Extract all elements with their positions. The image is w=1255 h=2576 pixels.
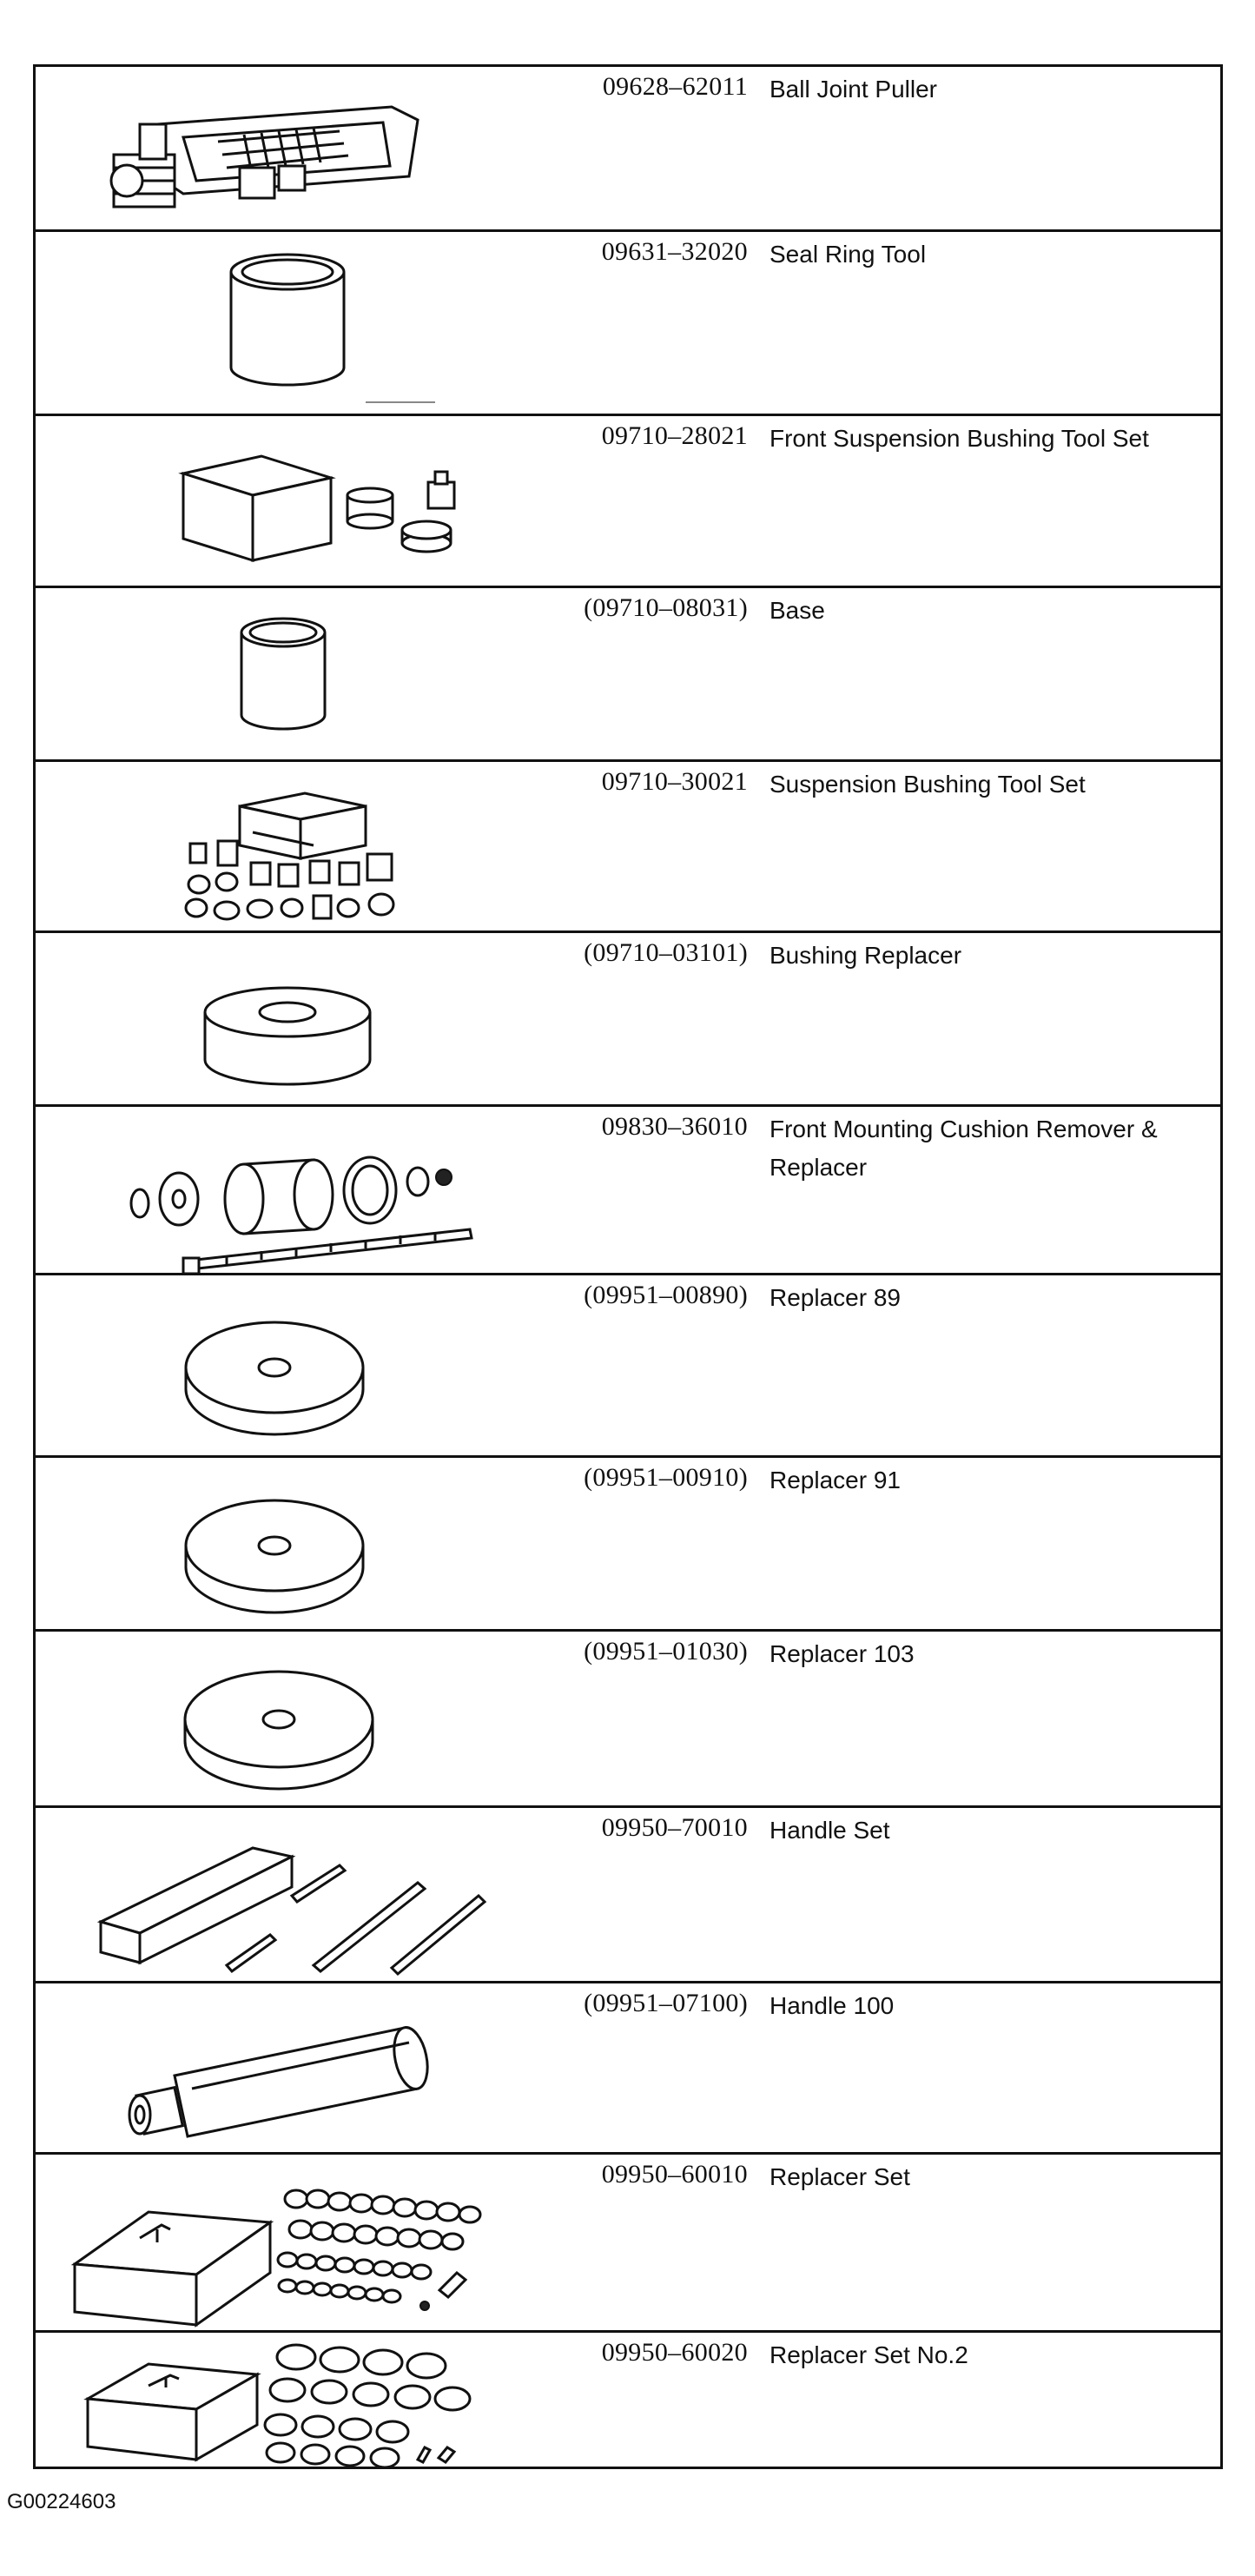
replacer-disc-icon (53, 1281, 505, 1454)
tool-row (36, 1632, 1220, 1808)
tool-row (36, 762, 1220, 933)
replacer-disc-icon (53, 1463, 505, 1628)
tool-row (36, 2155, 1220, 2333)
part-number: (09951–01030) (584, 1637, 748, 1665)
tool-name: Base (770, 597, 825, 624)
tool-row (36, 1458, 1220, 1632)
seal-ring-tool-icon (53, 237, 505, 411)
part-number: 09628–62011 (602, 72, 748, 101)
tool-name: Replacer 91 (770, 1467, 901, 1493)
bushing-replacer-icon (53, 938, 505, 1103)
replacer-set-case-icon (53, 2160, 505, 2334)
tool-name: Seal Ring Tool (770, 241, 927, 268)
replacer-set-case-icon (53, 2338, 505, 2468)
tool-row (36, 1808, 1220, 1983)
tool-row (36, 67, 1220, 232)
handle-set-icon (53, 1813, 505, 1983)
part-number: 09950–70010 (601, 1813, 748, 1842)
part-number: 09631–32020 (601, 237, 748, 266)
tool-row (36, 1983, 1220, 2155)
replacer-disc-icon (53, 1637, 505, 1806)
cushion-remover-icon (53, 1112, 505, 1277)
tool-row (36, 2333, 1220, 2469)
ball-joint-puller-icon (53, 72, 505, 228)
tool-name: Front Mounting Cushion Remover & Replacer (770, 1116, 1158, 1181)
part-number: (09951–07100) (584, 1989, 748, 2017)
special-service-tools-table (33, 64, 1223, 2469)
tool-row (36, 416, 1220, 588)
suspension-bushing-set-icon (53, 767, 505, 932)
part-number: (09710–08031) (584, 593, 748, 622)
tool-name: Replacer Set (770, 2163, 910, 2190)
base-cylinder-icon (53, 593, 505, 758)
bushing-tool-set-icon (53, 421, 505, 586)
tool-name: Replacer Set No.2 (770, 2341, 968, 2368)
part-number: (09951–00890) (584, 1281, 748, 1309)
figure-id: G00224603 (7, 2490, 116, 2513)
part-number: (09710–03101) (584, 938, 748, 967)
part-number: (09951–00910) (584, 1463, 748, 1492)
part-number: 09950–60020 (601, 2338, 748, 2367)
handle-icon (53, 1989, 505, 2154)
tool-name: Handle 100 (770, 1992, 895, 2019)
part-number: 09710–30021 (601, 767, 748, 796)
tool-row (36, 588, 1220, 762)
tool-name: Handle Set (770, 1817, 890, 1844)
part-number: 09710–28021 (601, 421, 748, 450)
tool-row (36, 1275, 1220, 1458)
tool-name: Suspension Bushing Tool Set (770, 771, 1086, 798)
part-number: 09950–60010 (601, 2160, 748, 2189)
tool-name: Front Suspension Bushing Tool Set (770, 425, 1149, 452)
part-number: 09830–36010 (601, 1112, 748, 1141)
tool-row (36, 232, 1220, 416)
tool-row (36, 933, 1220, 1107)
tool-name: Bushing Replacer (770, 942, 962, 969)
tool-row (36, 1107, 1220, 1275)
tool-name: Replacer 103 (770, 1640, 915, 1667)
tool-name: Ball Joint Puller (770, 76, 937, 103)
tool-name: Replacer 89 (770, 1284, 901, 1311)
